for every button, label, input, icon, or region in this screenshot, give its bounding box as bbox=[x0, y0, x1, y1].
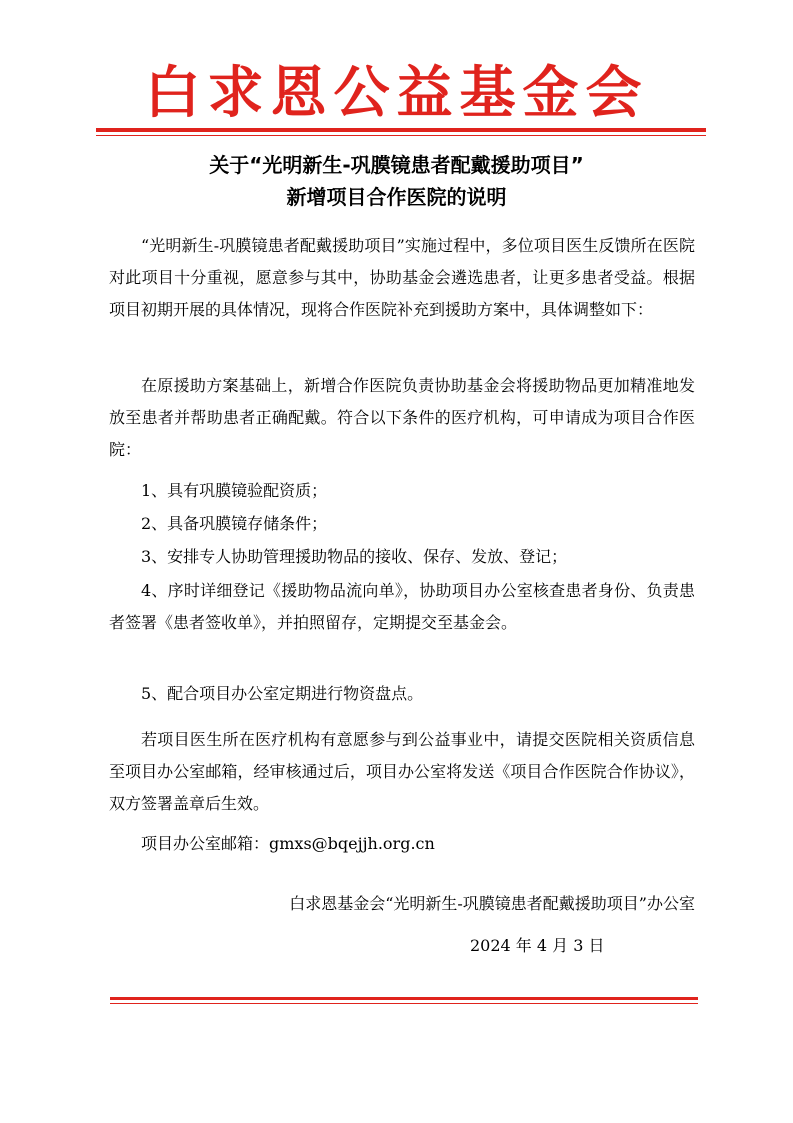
document-date: 2024 年 4 月 3 日 bbox=[470, 936, 605, 955]
paragraph-application: 若项目医生所在医疗机构有意愿参与到公益事业中，请提交医院相关资质信息至项目办公室邮箱，经审核通过后，项目办公室将发送《项目合作医院合作协议》，双方签署盖章后生效。 bbox=[109, 730, 695, 813]
organization-name: 白求恩公益基金会 bbox=[144, 60, 649, 126]
list-item: 3、安排专人协助管理援助物品的接收、保存、发放、登记； bbox=[141, 547, 568, 566]
office-email: 项目办公室邮箱：gmxs@bqejjh.org.cn bbox=[141, 834, 435, 853]
paragraph-conditions: 在原援助方案基础上，新增合作医院负责协助基金会将援助物品更加精准地发放至患者并帮助患者正确配戴。符合以下条件的医疗机构，可申请成为项目合作医院： bbox=[109, 376, 695, 459]
header-rule-thick bbox=[96, 128, 706, 132]
list-item: 5、配合项目办公室定期进行物资盘点。 bbox=[141, 684, 424, 703]
list-item: 1、具有巩膜镜验配资质； bbox=[141, 481, 328, 500]
document-title-line-2: 新增项目合作医院的说明 bbox=[286, 185, 507, 209]
signature-office: 白求恩基金会“光明新生-巩膜镜患者配戴援助项目”办公室 bbox=[289, 894, 695, 913]
footer-rule-thin bbox=[110, 1003, 698, 1004]
paragraph-intro: “光明新生-巩膜镜患者配戴援助项目”实施过程中，多位项目医生反馈所在医院对此项目十分重视，愿意参与其中，协助基金会遴选患者，让更多患者受益。根据项目初期开展的具体情况，现将合作医院补充到援助方案中，具体调整如下： bbox=[109, 236, 695, 319]
document-title-line-1: 关于“光明新生-巩膜镜患者配戴援助项目” bbox=[209, 153, 584, 177]
header-rule-thin bbox=[96, 135, 706, 136]
list-item: 2、具备巩膜镜存储条件； bbox=[141, 514, 328, 533]
footer-rule-thick bbox=[110, 997, 698, 1000]
list-item: 4、序时详细登记《援助物品流向单》，协助项目办公室核查患者身份、负责患者签署《患者签收单》，并拍照留存，定期提交至基金会。 bbox=[109, 581, 695, 632]
